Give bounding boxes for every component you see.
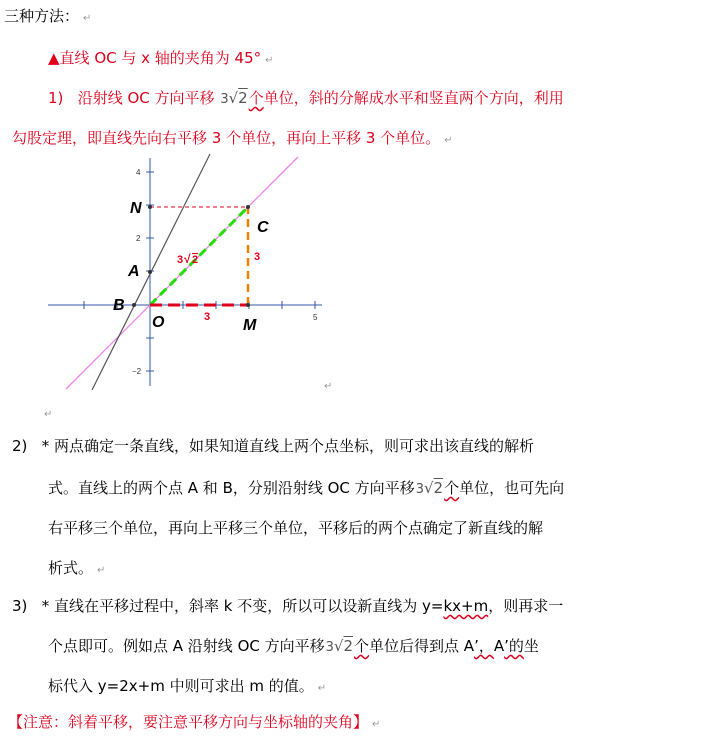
label-m: M <box>243 317 257 334</box>
label-b: B <box>113 297 125 314</box>
method1-line1: 1) 沿射线 OC 方向平移 3√2个单位，斜的分解成水平和竖直两个方向，利用 <box>48 88 564 110</box>
paragraph-mark: ↵ <box>83 13 92 24</box>
label-n: N <box>130 200 142 217</box>
triangle-icon: ▲ <box>48 49 60 67</box>
label-3-root-2 <box>177 252 198 266</box>
method3-line2: 个点即可。例如点 A 沿射线 OC 方向平移3√2个单位后得到点 A’，A’的坐 <box>48 636 539 658</box>
coordinate-graph <box>40 150 340 400</box>
label-3-horizontal: 3 <box>204 311 211 323</box>
graph-paragraph-mark: ↵ <box>324 381 333 392</box>
label-o: O <box>152 314 165 331</box>
radical-3sqrt2: 3√2 <box>325 637 354 655</box>
tick-x-5: 5 <box>313 313 318 322</box>
tick-y-4: 4 <box>136 168 141 177</box>
point-a <box>148 270 152 274</box>
svg-text:3: 3 <box>177 254 184 266</box>
point-n <box>148 205 152 209</box>
label-c: C <box>257 219 269 236</box>
note: 【注意：斜着平移，要注意平移方向与坐标轴的夹角】 ↵ <box>8 713 381 731</box>
tick-y-2: 2 <box>136 234 141 243</box>
method1-title: ▲直线 OC 与 x 轴的夹角为 45° ↵ <box>48 49 274 67</box>
method1-line2: 勾股定理，即直线先向右平移 3 个单位，再向上平移 3 个单位。 ↵ <box>12 129 453 147</box>
method2-line2: 式。直线上的两个点 A 和 B，分别沿射线 OC 方向平移3√2个单位，也可先向 <box>48 478 564 500</box>
svg-text:√: √ <box>184 252 191 266</box>
svg-text:2: 2 <box>192 254 199 266</box>
point-m <box>246 303 250 307</box>
method2-line3: 右平移三个单位，再向上平移三个单位，平移后的两个点确定了新直线的解 <box>48 519 544 537</box>
heading: 三种方法： ↵ <box>4 7 92 25</box>
tick-y-neg2: −2 <box>132 367 142 376</box>
radical-3sqrt2: 3√2 <box>415 479 444 497</box>
paragraph-mark: ↵ <box>265 55 274 66</box>
paragraph-mark: ↵ <box>444 135 453 146</box>
empty-paragraph: ↵ <box>44 409 53 420</box>
method3-line3: 标代入 y=2x+m 中则可求出 m 的值。 ↵ <box>48 677 327 695</box>
point-c <box>246 205 250 209</box>
method2-line1: 2) * 两点确定一条直线，如果知道直线上两个点坐标，则可求出该直线的解析 <box>12 437 534 455</box>
method2-line4: 析式。 ↵ <box>48 559 106 577</box>
point-b <box>132 303 136 307</box>
label-3-vertical: 3 <box>254 251 261 263</box>
method3-line1: 3) * 直线在平移过程中，斜率 k 不变，所以可以设新直线为 y=kx+m，则再求一 <box>12 597 564 615</box>
label-a: A <box>128 263 140 280</box>
radical-3sqrt2: 3√2 <box>220 89 248 107</box>
